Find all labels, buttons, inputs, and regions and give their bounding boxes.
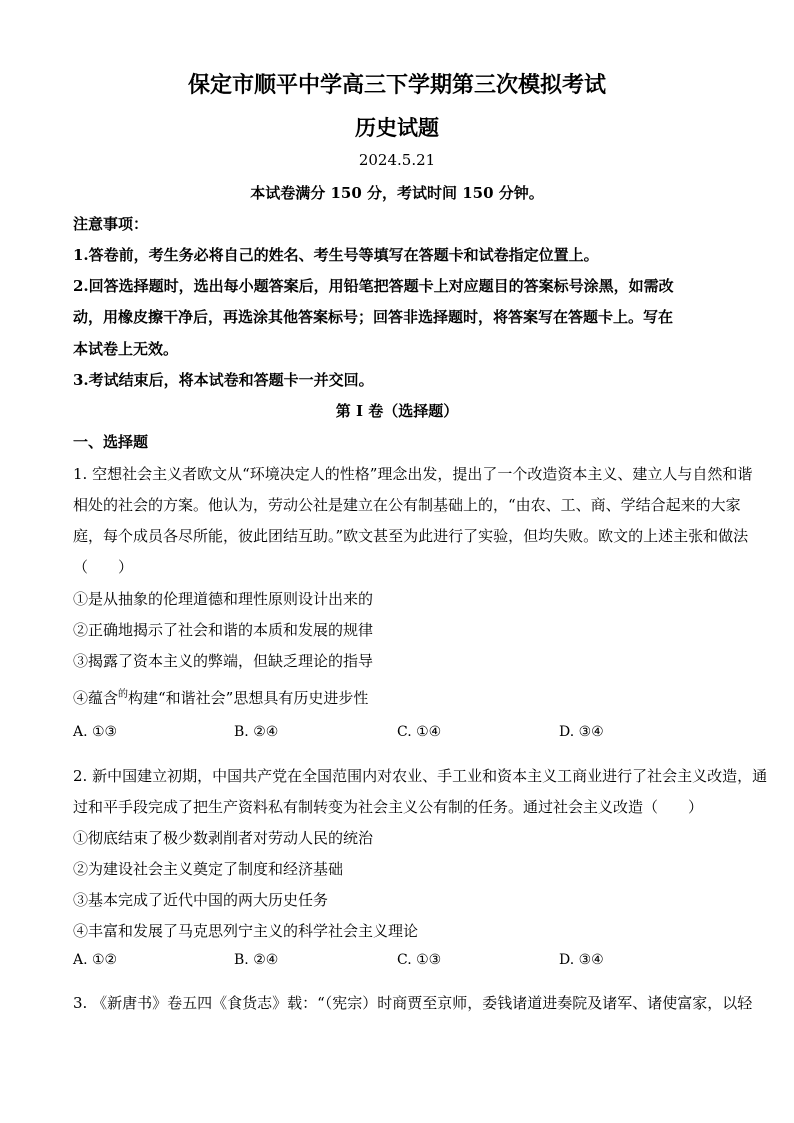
notes-item-2-line-2: 动，用橡皮擦干净后，再选涂其他答案标号；回答非选择题时，将答案写在答题卡上。写在 (73, 308, 674, 326)
q1-option-c[interactable]: C. ①④ (397, 724, 442, 740)
q1-stem-line-2: 相处的社会的方案。他认为，劳动公社是建立在公有制基础上的，“由农、工、商、学结合起来的大家 (73, 496, 741, 514)
q1-statement-4-sup: 的 (118, 689, 129, 700)
exam-subject: 历史试题 (355, 115, 439, 140)
q1-statement-3: ③揭露了资本主义的弊端，但缺乏理论的指导 (73, 652, 374, 670)
q2-option-c[interactable]: C. ①③ (397, 952, 442, 968)
notes-item-2-line-1: 2.回答选择题时，选出每小题答案后，用铅笔把答题卡上对应题目的答案标号涂黑，如需改 (73, 277, 674, 295)
q1-stem-line-1: 1. 空想社会主义者欧文从“环境决定人的性格”理念出发，提出了一个改造资本主义、建立人与自然和谐 (73, 465, 753, 483)
q2-statement-4: ④丰富和发展了马克思列宁主义的科学社会主义理论 (73, 922, 419, 940)
q1-option-a[interactable]: A. ①③ (73, 724, 118, 740)
notes-item-2-line-3: 本试卷上无效。 (73, 340, 179, 358)
exam-date: 2024.5.21 (358, 151, 436, 169)
exam-title: 保定市顺平中学高三下学期第三次模拟考试 (187, 72, 606, 98)
q3-stem-line-1: 3. 《新唐书》卷五四《食货志》载：“（宪宗）时商贾至京师，委钱诸道进奏院及诸军、诸使富家，以轻 (73, 994, 753, 1012)
q1-option-b[interactable]: B. ②④ (234, 724, 279, 740)
exam-info: 本试卷满分 150 分，考试时间 150 分钟。 (250, 184, 544, 202)
notes-item-3: 3.考试结束后，将本试卷和答题卡一并交回。 (73, 371, 374, 389)
q2-option-d[interactable]: D. ③④ (559, 952, 604, 968)
q1-stem-line-4: （ ） (73, 558, 134, 576)
q2-statement-3: ③基本完成了近代中国的两大历史任务 (73, 891, 329, 909)
q2-option-a[interactable]: A. ①② (73, 952, 118, 968)
q1-statement-4-part-b: 构建“和谐社会”思想具有历史进步性 (128, 689, 369, 707)
q1-option-d[interactable]: D. ③④ (559, 724, 604, 740)
q1-stem-line-3: 庭，每个成员各尽所能，彼此团结互助。”欧文甚至为此进行了实验，但均失败。欧文的上述主张和做法 (73, 527, 749, 545)
q1-statement-4 (73, 687, 368, 708)
q2-statement-1: ①彻底结束了极少数剥削者对劳动人民的统治 (73, 829, 374, 847)
q2-option-b[interactable]: B. ②④ (234, 952, 279, 968)
q1-statement-4-part-a: ④蕴含 (73, 689, 119, 707)
q2-statement-2: ②为建设社会主义奠定了制度和经济基础 (73, 860, 344, 878)
q2-stem-line-1: 2. 新中国建立初期，中国共产党在全国范围内对农业、手工业和资本主义工商业进行了社会主义改造，通 (73, 767, 768, 785)
notes-heading: 注意事项： (73, 215, 149, 233)
q1-statement-2: ②正确地揭示了社会和谐的本质和发展的规律 (73, 621, 374, 639)
part-title: 一、选择题 (73, 433, 149, 451)
volume-title: 第 I 卷（选择题） (335, 402, 459, 420)
q2-stem-line-2: 过和平手段完成了把生产资料私有制转变为社会主义公有制的任务。通过社会主义改造（ ） (73, 798, 704, 816)
q1-statement-1: ①是从抽象的伦理道德和理性原则设计出来的 (73, 590, 374, 608)
notes-item-1: 1.答卷前，考生务必将自己的姓名、考生号等填写在答题卡和试卷指定位置上。 (73, 246, 599, 264)
